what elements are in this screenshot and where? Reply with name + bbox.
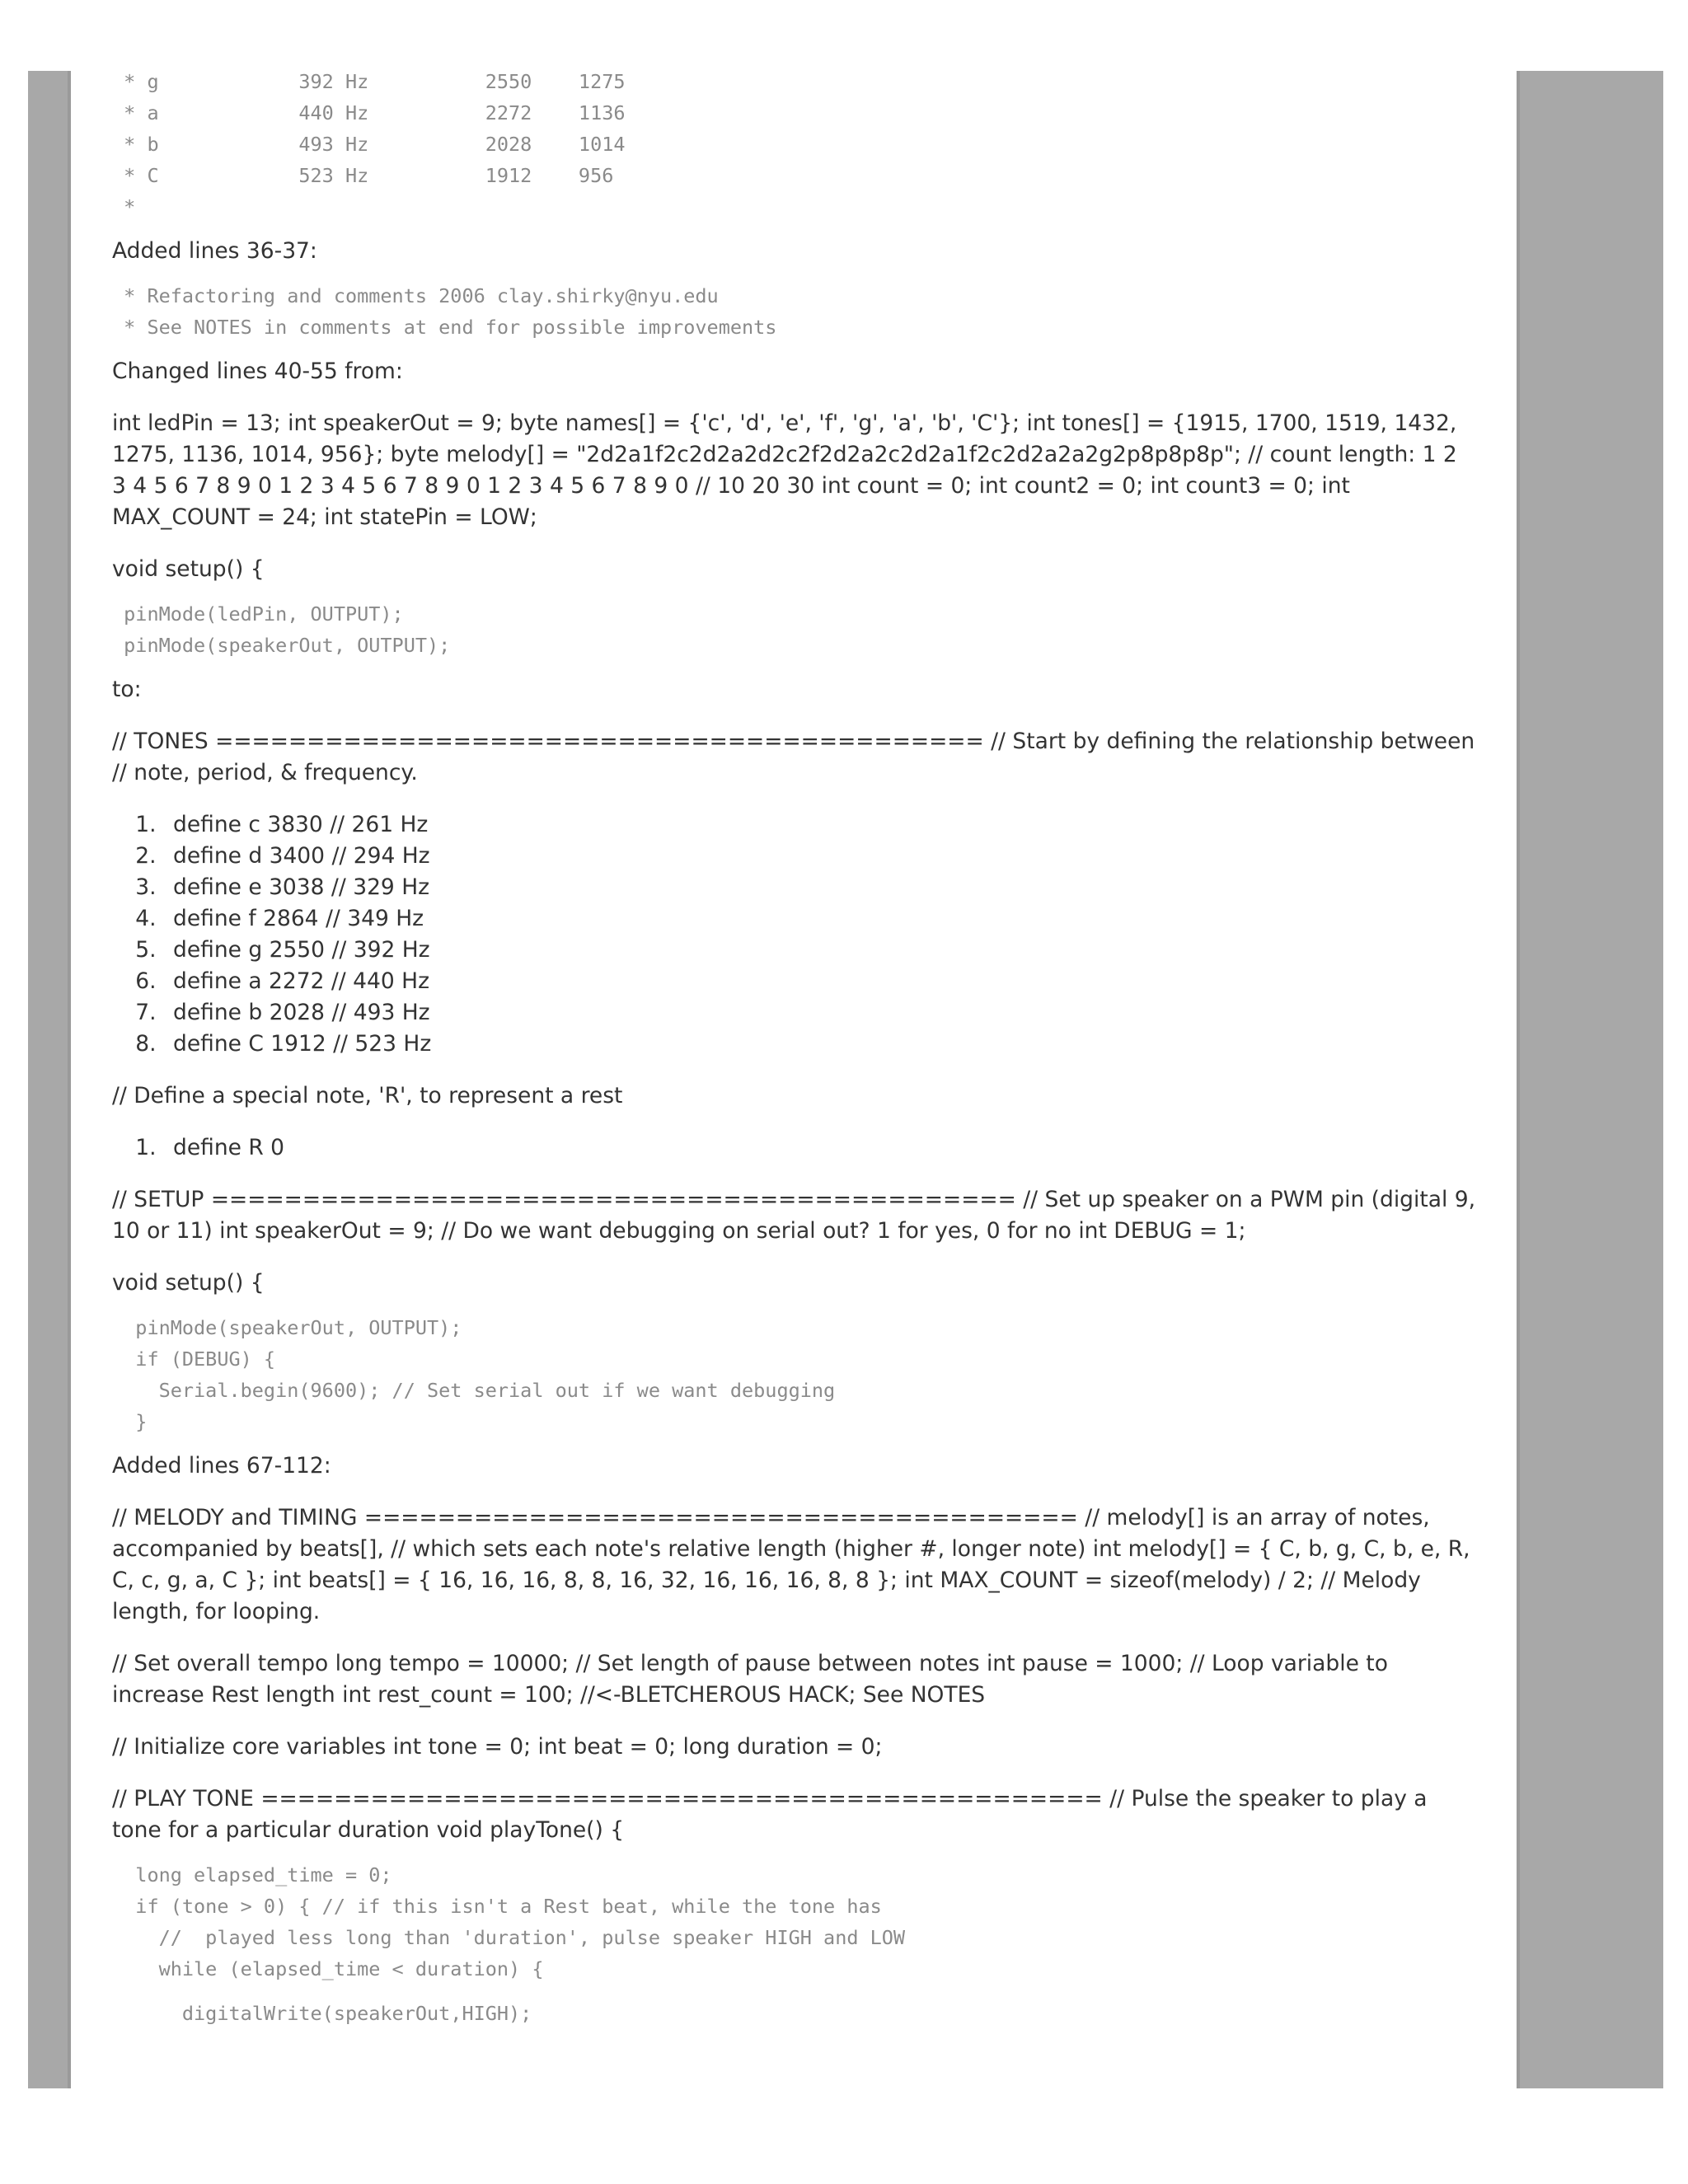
code-block-digitalwrite [112,1998,1477,2029]
paragraph-init: // Initialize core variables int tone = 0; int beat = 0; long duration = 0; [112,1734,883,1760]
paragraph-void-setup: void setup() { [112,1270,265,1296]
code-line: while (elapsed_time < duration) { [112,1957,544,1980]
paragraph-playtone: // PLAY TONE ============================================== // Pulse the speaker to play a tone for a particular duration void playTone() { [112,1786,1428,1843]
code-line: * g 392 Hz 2550 1275 [112,70,626,93]
list-item: 8. define C 1912 // 523 Hz [163,1029,1477,1060]
code-block-pinmode [112,598,1477,661]
code-line: // played less long than 'duration', pulse speaker HIGH and LOW [112,1926,906,1949]
code-block-refactoring [112,280,1477,343]
list-item: 1. define R 0 [163,1132,1477,1164]
list-item: 5. define g 2550 // 392 Hz [163,935,1477,966]
list-item: 6. define a 2272 // 440 Hz [163,966,1477,997]
code-line: * See NOTES in comments at end for possible improvements [112,316,777,339]
code-line: pinMode(speakerOut, OUTPUT); [112,634,451,657]
code-block-note-table [112,66,1477,223]
list-item: 4. define f 2864 // 349 Hz [163,903,1477,935]
code-block-debug-setup [112,1312,1477,1437]
code-line: Serial.begin(9600); // Set serial out if we want debugging [112,1379,836,1402]
code-line: pinMode(ledPin, OUTPUT); [112,602,404,626]
paragraph-to: to: [112,677,142,702]
code-line: * [112,195,136,218]
code-line: * C 523 Hz 1912 956 [112,164,614,187]
paragraph-changed-lines: Changed lines 40-55 from: [112,359,403,384]
code-line: } [112,1410,148,1433]
list-item: 3. define e 3038 // 329 Hz [163,872,1477,903]
code-line: pinMode(speakerOut, OUTPUT); [112,1316,462,1339]
code-line: if (DEBUG) { [112,1347,276,1371]
paragraph-tempo: // Set overall tempo long tempo = 10000; // Set length of pause between notes int pause = 1000; // Loop variable to increase Rest length int rest_count = 100; //<-BLETCHEROUS HACK; See NOTES [112,1651,1388,1708]
list-item: 1. define c 3830 // 261 Hz [163,809,1477,841]
define-list [112,809,1477,1060]
paragraph-int-ledpin: int ledPin = 13; int speakerOut = 9; byte names[] = {'c', 'd', 'e', 'f', 'g', 'a', 'b', 'C'}; int tones[] = {1915, 1700, 1519, 1432, 1275, 1136, 1014, 956}; byte melody[] = "2d2a1f2c2d2a2d2c2f2d2a2c2d2a1f2c2d2a2a2g2p8p8p8p"; // count length: 1 2 3 4 5 6 7 8 9 0 1 2 3 4 5 6 7 8 9 0 1 2 3 4 5 6 7 8 9 0 // 10 20 30 int count = 0; int count2 = 0; int count3 = 0; int MAX_COUNT = 24; int statePin = LOW; [112,410,1457,530]
code-line: * Refactoring and comments 2006 clay.shirky@nyu.edu [112,284,719,307]
document-body [112,66,1477,2029]
define-rest-list [112,1132,1477,1164]
list-item: 2. define d 3400 // 294 Hz [163,841,1477,872]
paragraph-melody: // MELODY and TIMING ======================================= // melody[] is an array of notes, accompanied by beats[], // which sets each note's relative length (higher #, longer note) int melody[] = { C, b, g, C, b, e, R, C, c, g, a, C }; int beats[] = { 16, 16, 16, 8, 8, 16, 32, 16, 16, 16, 8, 8 }; int MAX_COUNT = sizeof(melody) / 2; // Melody length, for looping. [112,1505,1470,1624]
right-margin-bar [1517,71,1663,2088]
paragraph-added-lines-36: Added lines 36-37: [112,238,317,264]
code-block-playtone [112,1859,1477,1985]
code-line: * a 440 Hz 2272 1136 [112,101,626,124]
code-line: long elapsed_time = 0; [112,1863,392,1886]
paragraph-rest: // Define a special note, 'R', to represent a rest [112,1083,623,1108]
list-item: 7. define b 2028 // 493 Hz [163,997,1477,1029]
paragraph-setup: // SETUP ============================================ // Set up speaker on a PWM pin (digital 9, 10 or 11) int speakerOut = 9; // Do we want debugging on serial out? 1 for yes, 0 for no int DEBUG = 1; [112,1187,1476,1244]
code-line: if (tone > 0) { // if this isn't a Rest beat, while the tone has [112,1895,882,1918]
paragraph-added-lines-67: Added lines 67-112: [112,1453,331,1479]
paragraph-void-setup: void setup() { [112,556,265,582]
code-line: * b 493 Hz 2028 1014 [112,133,626,156]
left-margin-bar [28,71,71,2088]
paragraph-tones: // TONES ========================================== // Start by defining the relationship between // note, period, & frequency. [112,729,1475,785]
code-line: digitalWrite(speakerOut,HIGH); [112,2002,532,2025]
